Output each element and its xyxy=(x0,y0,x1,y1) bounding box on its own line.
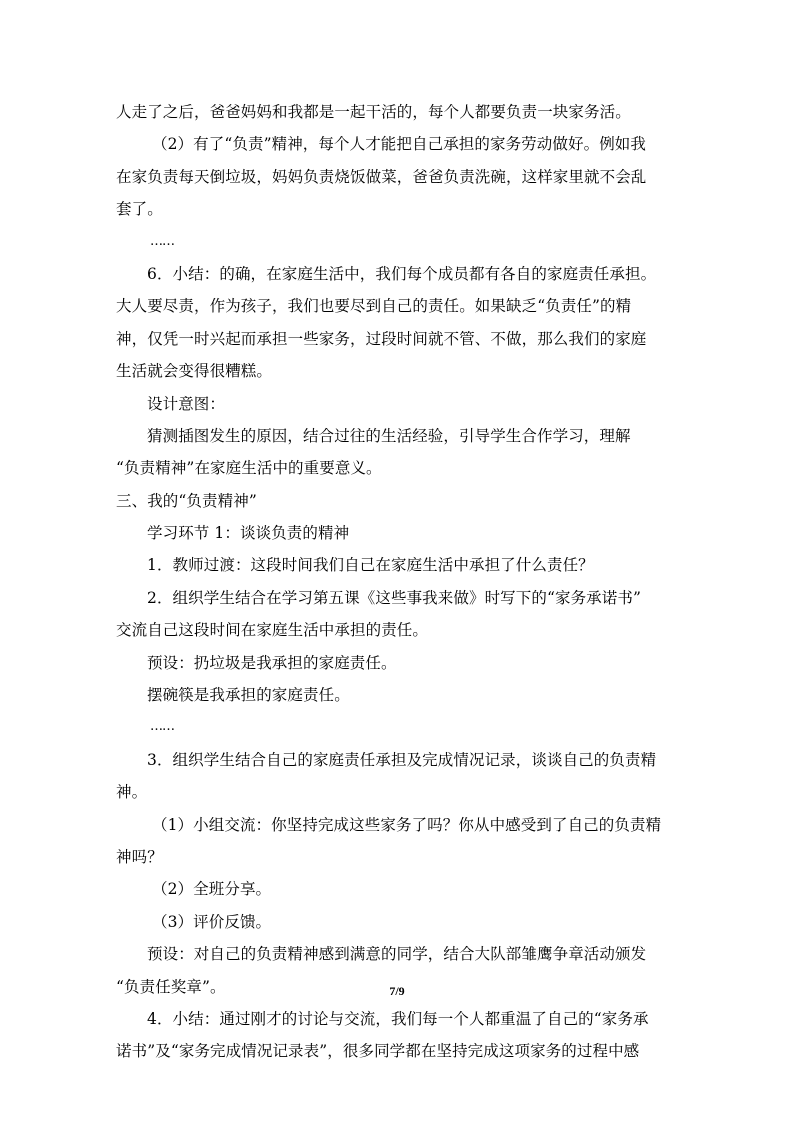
text-line: （2）全班分享。 xyxy=(152,880,272,899)
text-line: （3）评价反馈。 xyxy=(152,912,272,931)
text-line: “负责精神”在家庭生活中的重要意义。 xyxy=(116,459,382,478)
text-line: 3．组织学生结合自己的家庭责任承担及完成情况记录，谈谈自己的负责精 xyxy=(147,750,657,769)
ellipsis-line: …… xyxy=(150,719,174,735)
text-line: 神吗？ xyxy=(116,847,163,866)
text-line: 人走了之后，爸爸妈妈和我都是一起干活的，每个人都要负责一块家务活。 xyxy=(116,103,631,121)
ellipsis-line: …… xyxy=(150,233,174,249)
document-body xyxy=(116,96,682,1068)
text-line: （2）有了“负责”精神，每个人才能把自己承担的家务劳动做好。例如我 xyxy=(152,135,647,154)
text-line: 交流自己这段时间在家庭生活中承担的责任。 xyxy=(116,621,429,640)
text-line: 生活就会变得很糟糕。 xyxy=(116,362,273,381)
text-line: 猜测插图发生的原因，结合过往的生活经验，引导学生合作学习，理解 xyxy=(147,426,631,445)
section-heading: 三、我的“负责精神” xyxy=(116,491,257,510)
text-line: 大人要尽责，作为孩子，我们也要尽到自己的责任。如果缺乏“负责任”的精 xyxy=(116,297,632,316)
text-line: 预设：对自己的负责精神感到满意的同学，结合大队部雏鹰争章活动颁发 xyxy=(147,945,647,964)
text-line: 预设：扔垃圾是我承担的家庭责任。 xyxy=(147,653,397,672)
page-number: 7/9 xyxy=(389,984,405,998)
subsection-heading: 学习环节 1：谈谈负责的精神 xyxy=(147,524,350,543)
text-line: 套了。 xyxy=(116,200,163,219)
section-label: 设计意图： xyxy=(147,394,226,413)
text-line: 在家负责每天倒垃圾，妈妈负责烧饭做菜，爸爸负责洗碗，这样家里就不会乱 xyxy=(116,167,647,186)
text-line: 1．教师过渡：这段时间我们自己在家庭生活中承担了什么责任？ xyxy=(147,556,594,575)
text-line: 4．小结：通过刚才的讨论与交流，我们每一个人都重温了自己的“家务承 xyxy=(147,1009,649,1028)
text-line: 诺书”及“家务完成情况记录表”，很多同学都在坚持完成这项家务的过程中感 xyxy=(116,1042,640,1061)
text-line: 6．小结：的确，在家庭生活中，我们每个成员都有各自的家庭责任承担。 xyxy=(147,264,657,283)
text-line: 摆碗筷是我承担的家庭责任。 xyxy=(147,686,350,705)
text-line: 神。 xyxy=(116,783,148,802)
text-line: “负责任奖章”。 xyxy=(116,977,226,996)
text-line: 2．组织学生结合在学习第五课《这些事我来做》时写下的“家务承诺书” xyxy=(147,588,642,607)
text-line: 神，仅凭一时兴起而承担一些家务，过段时间就不管、不做，那么我们的家庭 xyxy=(116,329,647,348)
text-line: （1）小组交流：你坚持完成这些家务了吗？你从中感受到了自己的负责精 xyxy=(152,815,662,834)
